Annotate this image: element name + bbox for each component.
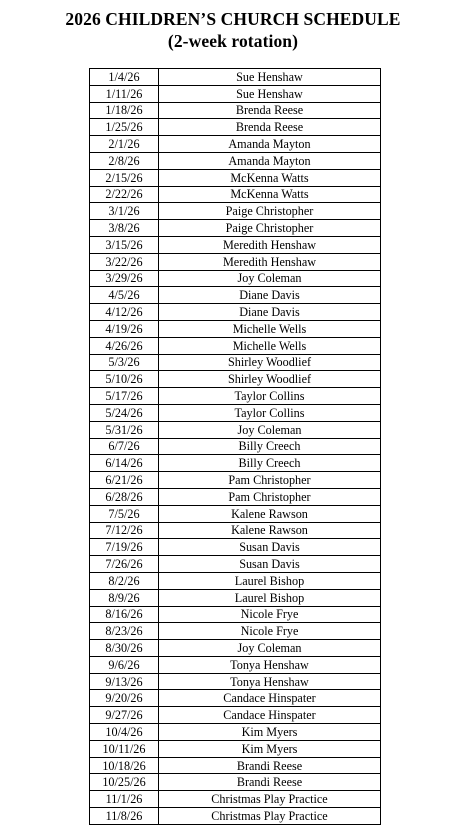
table-row [90, 388, 381, 405]
schedule-name-cell: Tonya Henshaw [159, 673, 381, 690]
table-row [90, 505, 381, 522]
schedule-table [89, 68, 381, 825]
table-row [90, 589, 381, 606]
table-row [90, 320, 381, 337]
table-row [90, 707, 381, 724]
table-row [90, 85, 381, 102]
table-row [90, 304, 381, 321]
schedule-name-cell: Taylor Collins [159, 404, 381, 421]
schedule-name-cell: Nicole Frye [159, 606, 381, 623]
table-row [90, 152, 381, 169]
document-title: 2026 CHILDREN’S CHURCH SCHEDULE [65, 9, 401, 29]
schedule-name-cell: Diane Davis [159, 304, 381, 321]
schedule-date-cell: 6/21/26 [90, 472, 159, 489]
schedule-date-cell: 7/26/26 [90, 556, 159, 573]
schedule-date-cell: 8/2/26 [90, 572, 159, 589]
table-row [90, 69, 381, 86]
schedule-name-cell: Brenda Reese [159, 119, 381, 136]
schedule-name-cell: Candace Hinspater [159, 690, 381, 707]
schedule-name-cell: Kalene Rawson [159, 505, 381, 522]
table-row [90, 791, 381, 808]
schedule-name-cell: Paige Christopher [159, 220, 381, 237]
schedule-name-cell: Kalene Rawson [159, 522, 381, 539]
schedule-name-cell: Candace Hinspater [159, 707, 381, 724]
schedule-name-cell: Tonya Henshaw [159, 656, 381, 673]
schedule-date-cell: 10/11/26 [90, 740, 159, 757]
table-row [90, 724, 381, 741]
table-row [90, 656, 381, 673]
table-row [90, 808, 381, 825]
schedule-name-cell: Pam Christopher [159, 488, 381, 505]
table-row [90, 539, 381, 556]
schedule-date-cell: 1/25/26 [90, 119, 159, 136]
schedule-date-cell: 9/6/26 [90, 656, 159, 673]
schedule-name-cell: Taylor Collins [159, 388, 381, 405]
schedule-name-cell: Billy Creech [159, 455, 381, 472]
schedule-name-cell: Michelle Wells [159, 337, 381, 354]
schedule-date-cell: 11/1/26 [90, 791, 159, 808]
table-row [90, 556, 381, 573]
document-subtitle: (2-week rotation) [167, 31, 299, 51]
schedule-table-body [90, 69, 381, 825]
table-row [90, 371, 381, 388]
table-row [90, 136, 381, 153]
schedule-date-cell: 3/15/26 [90, 236, 159, 253]
table-row [90, 421, 381, 438]
schedule-name-cell: Diane Davis [159, 287, 381, 304]
table-row [90, 522, 381, 539]
schedule-name-cell: Michelle Wells [159, 320, 381, 337]
schedule-name-cell: Susan Davis [159, 556, 381, 573]
schedule-date-cell: 5/10/26 [90, 371, 159, 388]
schedule-date-cell: 2/15/26 [90, 169, 159, 186]
schedule-date-cell: 9/27/26 [90, 707, 159, 724]
table-row [90, 690, 381, 707]
schedule-date-cell: 10/4/26 [90, 724, 159, 741]
schedule-date-cell: 10/18/26 [90, 757, 159, 774]
table-row [90, 438, 381, 455]
table-row [90, 253, 381, 270]
schedule-date-cell: 3/1/26 [90, 203, 159, 220]
table-row [90, 623, 381, 640]
table-row [90, 572, 381, 589]
table-row [90, 287, 381, 304]
schedule-name-cell: Kim Myers [159, 724, 381, 741]
schedule-date-cell: 7/5/26 [90, 505, 159, 522]
schedule-name-cell: Christmas Play Practice [159, 808, 381, 825]
schedule-date-cell: 1/4/26 [90, 69, 159, 86]
schedule-date-cell: 4/26/26 [90, 337, 159, 354]
table-row [90, 740, 381, 757]
table-row [90, 640, 381, 657]
schedule-name-cell: Billy Creech [159, 438, 381, 455]
table-row [90, 102, 381, 119]
table-row [90, 203, 381, 220]
schedule-date-cell: 2/22/26 [90, 186, 159, 203]
schedule-name-cell: Pam Christopher [159, 472, 381, 489]
table-row [90, 220, 381, 237]
schedule-name-cell: Meredith Henshaw [159, 253, 381, 270]
schedule-name-cell: Joy Coleman [159, 421, 381, 438]
schedule-date-cell: 11/8/26 [90, 808, 159, 825]
schedule-date-cell: 9/20/26 [90, 690, 159, 707]
schedule-date-cell: 3/8/26 [90, 220, 159, 237]
schedule-date-cell: 5/3/26 [90, 354, 159, 371]
table-row [90, 186, 381, 203]
schedule-date-cell: 1/11/26 [90, 85, 159, 102]
schedule-date-cell: 6/7/26 [90, 438, 159, 455]
schedule-date-cell: 2/8/26 [90, 152, 159, 169]
schedule-name-cell: Kim Myers [159, 740, 381, 757]
schedule-date-cell: 7/12/26 [90, 522, 159, 539]
schedule-name-cell: McKenna Watts [159, 169, 381, 186]
table-row [90, 774, 381, 791]
table-row [90, 404, 381, 421]
schedule-name-cell: Laurel Bishop [159, 572, 381, 589]
schedule-date-cell: 10/25/26 [90, 774, 159, 791]
schedule-name-cell: Brandi Reese [159, 774, 381, 791]
schedule-date-cell: 2/1/26 [90, 136, 159, 153]
schedule-date-cell: 6/28/26 [90, 488, 159, 505]
schedule-date-cell: 8/30/26 [90, 640, 159, 657]
table-row [90, 673, 381, 690]
schedule-name-cell: Meredith Henshaw [159, 236, 381, 253]
schedule-date-cell: 1/18/26 [90, 102, 159, 119]
schedule-date-cell: 5/17/26 [90, 388, 159, 405]
schedule-date-cell: 5/24/26 [90, 404, 159, 421]
schedule-name-cell: Brenda Reese [159, 102, 381, 119]
schedule-name-cell: Joy Coleman [159, 640, 381, 657]
schedule-date-cell: 4/5/26 [90, 287, 159, 304]
table-row [90, 488, 381, 505]
table-row [90, 169, 381, 186]
schedule-date-cell: 9/13/26 [90, 673, 159, 690]
schedule-date-cell: 3/29/26 [90, 270, 159, 287]
schedule-name-cell: Susan Davis [159, 539, 381, 556]
schedule-name-cell: Laurel Bishop [159, 589, 381, 606]
schedule-name-cell: Shirley Woodlief [159, 371, 381, 388]
schedule-date-cell: 3/22/26 [90, 253, 159, 270]
table-row [90, 472, 381, 489]
schedule-name-cell: Shirley Woodlief [159, 354, 381, 371]
table-row [90, 337, 381, 354]
schedule-name-cell: McKenna Watts [159, 186, 381, 203]
schedule-name-cell: Sue Henshaw [159, 85, 381, 102]
schedule-name-cell: Joy Coleman [159, 270, 381, 287]
schedule-date-cell: 6/14/26 [90, 455, 159, 472]
schedule-name-cell: Brandi Reese [159, 757, 381, 774]
schedule-name-cell: Paige Christopher [159, 203, 381, 220]
table-row [90, 757, 381, 774]
table-row [90, 606, 381, 623]
schedule-name-cell: Amanda Mayton [159, 136, 381, 153]
schedule-name-cell: Nicole Frye [159, 623, 381, 640]
schedule-date-cell: 8/23/26 [90, 623, 159, 640]
table-row [90, 270, 381, 287]
schedule-date-cell: 5/31/26 [90, 421, 159, 438]
schedule-date-cell: 7/19/26 [90, 539, 159, 556]
schedule-name-cell: Sue Henshaw [159, 69, 381, 86]
table-row [90, 236, 381, 253]
schedule-name-cell: Amanda Mayton [159, 152, 381, 169]
table-row [90, 354, 381, 371]
schedule-date-cell: 8/9/26 [90, 589, 159, 606]
schedule-date-cell: 4/12/26 [90, 304, 159, 321]
table-row [90, 119, 381, 136]
table-row [90, 455, 381, 472]
schedule-date-cell: 8/16/26 [90, 606, 159, 623]
schedule-date-cell: 4/19/26 [90, 320, 159, 337]
schedule-name-cell: Christmas Play Practice [159, 791, 381, 808]
